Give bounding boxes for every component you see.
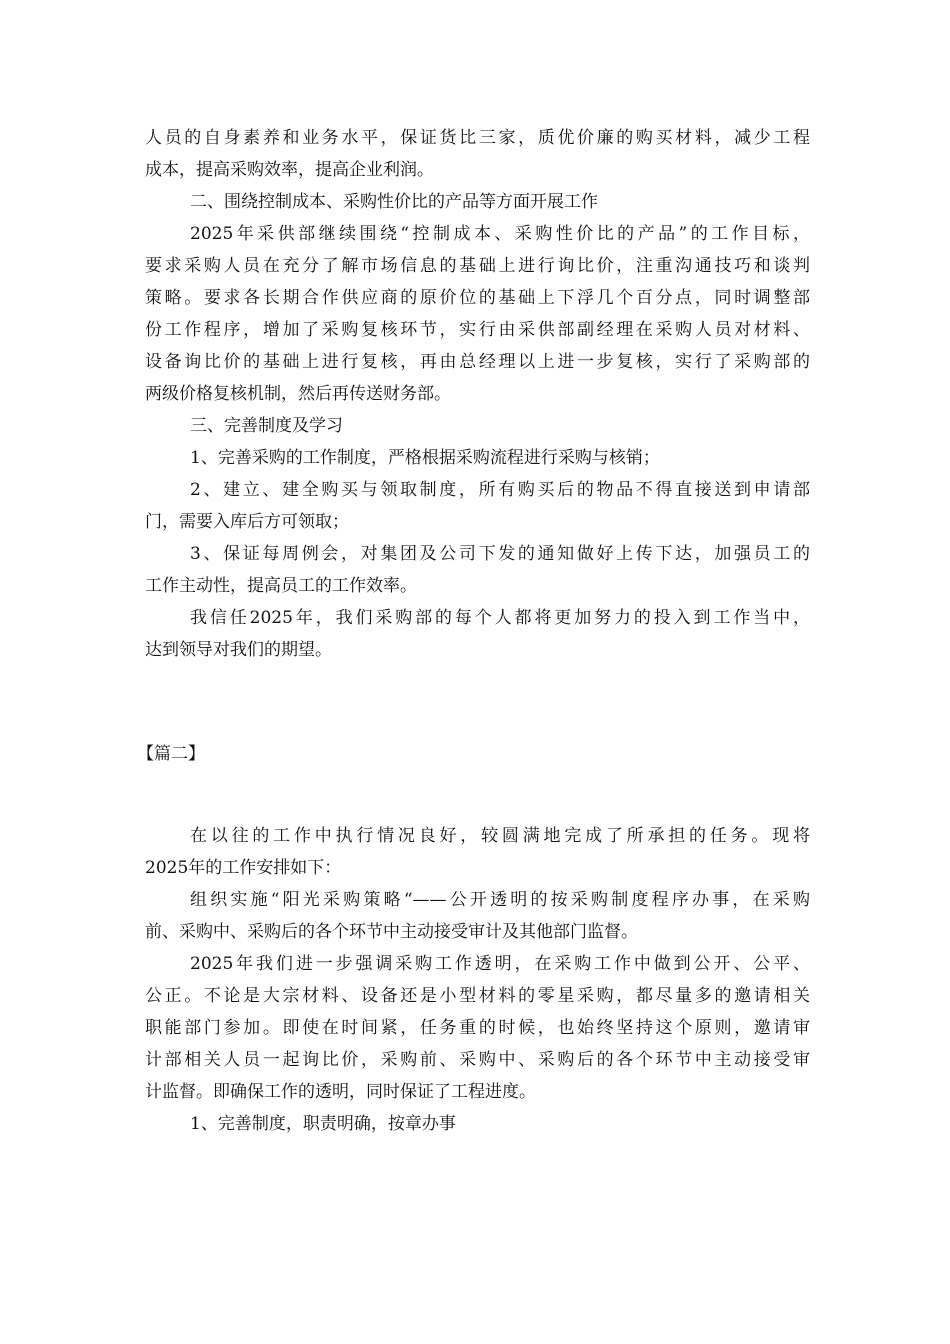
paragraph-line: 2025年我们进一步强调采购工作透明，在采购工作中做到公开、公平、 (190, 954, 810, 974)
list-item: 1、完善制度，职责明确，按章办事 (190, 1114, 456, 1134)
section-subheading: 二、围绕控制成本、采购性价比的产品等方面开展工作 (190, 192, 598, 212)
paragraph-line: 前、采购中、采购后的各个环节中主动接受审计及其他部门监督。 (145, 922, 638, 942)
list-item: 2、建立、建全购买与领取制度，所有购买后的物品不得直接送到申请部 (190, 480, 810, 500)
paragraph-line: 计部相关人员一起询比价，采购前、采购中、采购后的各个环节中主动接受审 (145, 1050, 810, 1070)
section-spacer (145, 770, 810, 820)
paragraph-line: 设备询比价的基础上进行复核，再由总经理以上进一步复核，实行了采购部的 (145, 352, 810, 372)
paragraph-line: 工作主动性，提高员工的工作效率。 (145, 576, 417, 596)
paragraph-line: 成本，提高采购效率，提高企业利润。 (145, 160, 434, 180)
paragraph-line: 人员的自身素养和业务水平，保证货比三家，质优价廉的购买材料，减少工程 (145, 128, 810, 148)
paragraph-line: 我信任2025年，我们采购部的每个人都将更加努力的投入到工作当中， (190, 608, 810, 628)
paragraph-line: 计监督。即确保工作的透明，同时保证了工程进度。 (145, 1082, 536, 1102)
list-item: 3、保证每周例会，对集团及公司下发的通知做好上传下达，加强员工的 (190, 544, 810, 564)
list-item: 1、完善采购的工作制度，严格根据采购流程进行采购与核销； (190, 448, 660, 468)
paragraph-line: 在以往的工作中执行情况良好，较圆满地完成了所承担的任务。现将 (190, 826, 810, 846)
paragraph-line: 2025年采供部继续围绕“控制成本、采购性价比的产品”的工作目标， (190, 224, 810, 244)
paragraph-line: 达到领导对我们的期望。 (145, 640, 332, 660)
paragraph-line: 份工作程序，增加了采购复核环节，实行由采供部副经理在采购人员对材料、 (145, 320, 810, 340)
paragraph-line: 门，需要入库后方可领取； (145, 512, 349, 532)
paragraph-line: 公正。不论是大宗材料、设备还是小型材料的零星采购，都尽量多的邀请相关 (145, 986, 810, 1006)
paragraph-line: 2025年的工作安排如下： (145, 858, 342, 878)
paragraph-line: 组织实施“阳光采购策略“——公开透明的按采购制度程序办事，在采购 (190, 890, 810, 910)
section-spacer (145, 666, 810, 738)
paragraph-line: 两级价格复核机制，然后再传送财务部。 (145, 384, 451, 404)
section-heading: 【篇二】 (137, 744, 205, 764)
paragraph-line: 策略。要求各长期合作供应商的原价位的基础上下浮几个百分点，同时调整部 (145, 288, 810, 308)
paragraph-line: 职能部门参加。即使在时间紧，任务重的时候，也始终坚持这个原则，邀请审 (145, 1018, 810, 1038)
section-subheading: 三、完善制度及学习 (190, 416, 343, 436)
paragraph-line: 要求采购人员在充分了解市场信息的基础上进行询比价，注重沟通技巧和谈判 (145, 256, 810, 276)
document-body (137, 122, 810, 1140)
